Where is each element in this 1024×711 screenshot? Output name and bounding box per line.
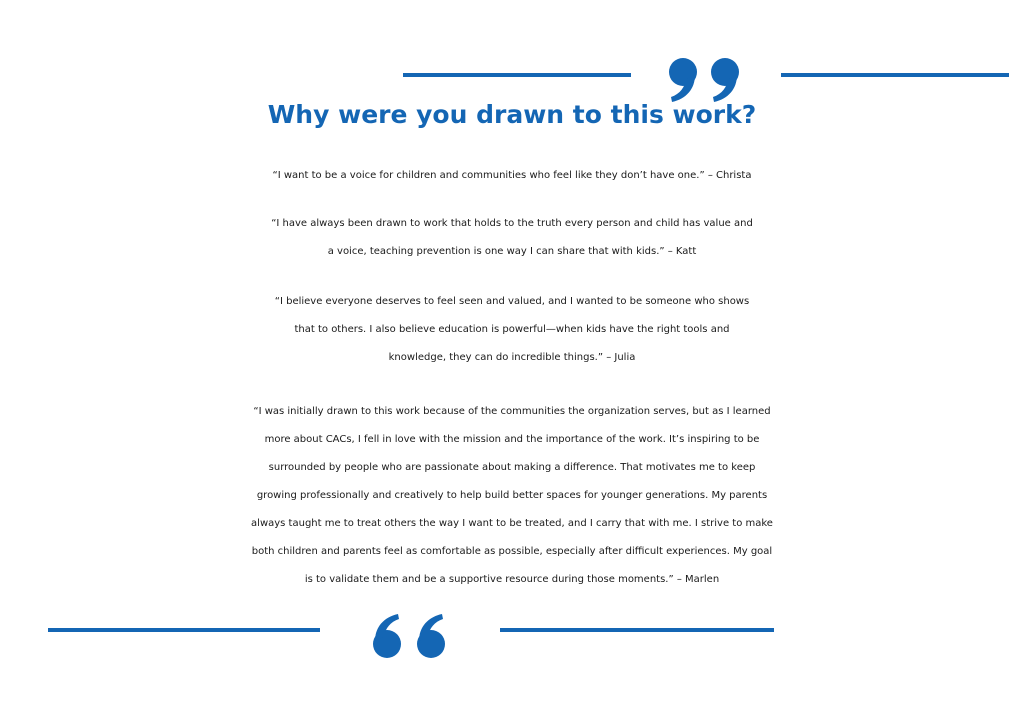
top-rule-right: [781, 73, 1009, 77]
top-rule-left: [403, 73, 631, 77]
closing-quote-icon: [664, 55, 748, 103]
quote-line: more about CACs, I fell in love with the mission and the importance of the work. It’s inspiring to be: [264, 434, 760, 445]
quote-line: “I want to be a voice for children and communities who feel like they don’t have one.” – Christa: [272, 170, 752, 181]
bottom-rule-right: [500, 628, 774, 632]
quote-line: a voice, teaching prevention is one way I can share that with kids.” – Katt: [327, 246, 697, 257]
quote-line: is to validate them and be a supportive resource during those moments.” – Marlen: [304, 574, 720, 585]
quote-line: knowledge, they can do incredible things.” – Julia: [388, 352, 636, 363]
quote-line: both children and parents feel as comfortable as possible, especially after difficult experiences. My goal: [251, 546, 773, 557]
quote-katt: [0, 210, 1024, 266]
quote-line: growing professionally and creatively to help build better spaces for younger generations. My parents: [256, 490, 768, 501]
quote-christa: [0, 162, 1024, 190]
quote-line: always taught me to treat others the way I want to be treated, and I carry that with me. I strive to make: [251, 518, 773, 529]
quote-line: “I believe everyone deserves to feel seen and valued, and I wanted to be someone who shows: [274, 296, 750, 307]
bottom-rule-left: [48, 628, 320, 632]
quote-marlen: [0, 398, 1024, 594]
quote-line: “I have always been drawn to work that holds to the truth every person and child has value and: [271, 218, 753, 229]
opening-quote-icon: [368, 613, 454, 661]
quote-line: that to others. I also believe education is powerful—when kids have the right tools and: [294, 324, 730, 335]
quote-line: “I was initially drawn to this work because of the communities the organization serves, but as I learned: [253, 406, 771, 417]
quote-julia: [0, 288, 1024, 372]
quote-line: surrounded by people who are passionate about making a difference. That motivates me to keep: [268, 462, 756, 473]
page-title: Why were you drawn to this work?: [267, 100, 757, 129]
